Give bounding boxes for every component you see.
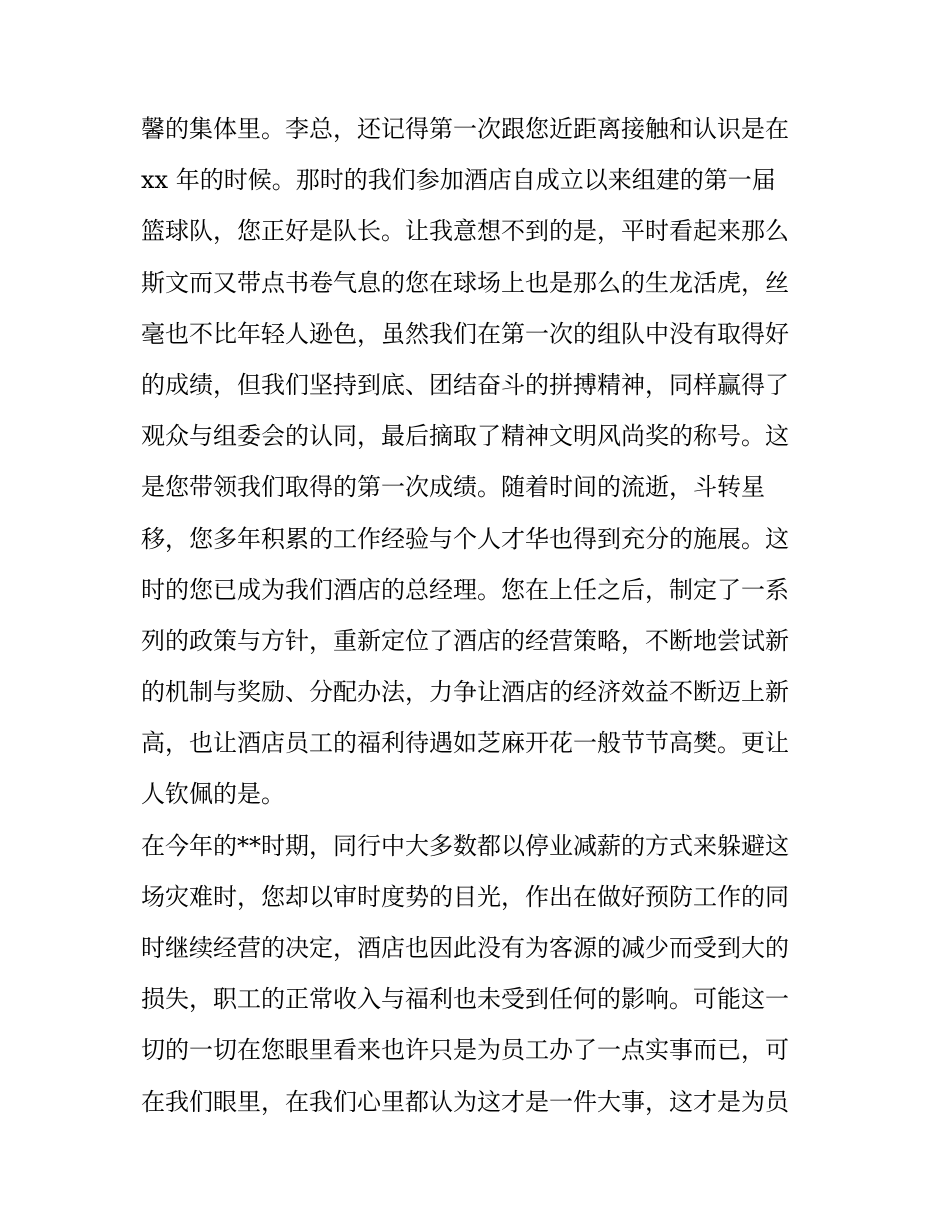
text-line: 高，也让酒店员工的福利待遇如芝麻开花一般节节高樊。更让: [141, 729, 789, 758]
text-line: 观众与组委会的认同，最后摘取了精神文明风尚奖的称号。这: [141, 422, 789, 451]
text-line: 时继续经营的决定，酒店也因此没有为客源的减少而受到大的: [141, 934, 789, 962]
text-line: 的机制与奖励、分配办法，力争让酒店的经济效益不断迈上新: [141, 678, 789, 707]
text-line: 篮球队，您正好是队长。让我意想不到的是，平时看起来那么: [141, 217, 789, 246]
text-line: 损失，职工的正常收入与福利也未受到任何的影响。可能这一: [141, 985, 789, 1014]
text-line: 切的一切在您眼里看来也许只是为员工办了一点实事而已，可: [141, 1036, 789, 1065]
text-line: 在今年的**时期，同行中大多数都以停业减薪的方式来躲避这: [141, 831, 789, 860]
text-line: 人钦佩的是。: [141, 780, 285, 809]
text-line: 在我们眼里，在我们心里都认为这才是一件大事，这才是为员: [141, 1087, 789, 1116]
body-text: [141, 104, 821, 1128]
text-line: 移，您多年积累的工作经验与个人才华也得到充分的施展。这: [141, 524, 789, 553]
text-line: 列的政策与方针，重新定位了酒店的经营策略，不断地尝试新: [141, 626, 789, 655]
text-line: 场灾难时，您却以审时度势的目光，作出在做好预防工作的同: [141, 882, 789, 911]
text-line: 时的您已成为我们酒店的总经理。您在上任之后，制定了一系: [141, 575, 789, 604]
text-line: 斯文而又带点书卷气息的您在球场上也是那么的生龙活虎，丝: [141, 268, 789, 297]
text-line: 馨的集体里。李总，还记得第一次跟您近距离接触和认识是在: [141, 115, 789, 143]
text-line: 是您带领我们取得的第一次成绩。随着时间的流逝，斗转星: [141, 473, 765, 502]
text-line: 毫也不比年轻人逊色，虽然我们在第一次的组队中没有取得好: [141, 319, 789, 348]
text-line: xx 年的时候。那时的我们参加酒店自成立以来组建的第一届: [141, 166, 776, 195]
text-line: 的成绩，但我们坚持到底、团结奋斗的拼搏精神，同样赢得了: [141, 370, 789, 399]
